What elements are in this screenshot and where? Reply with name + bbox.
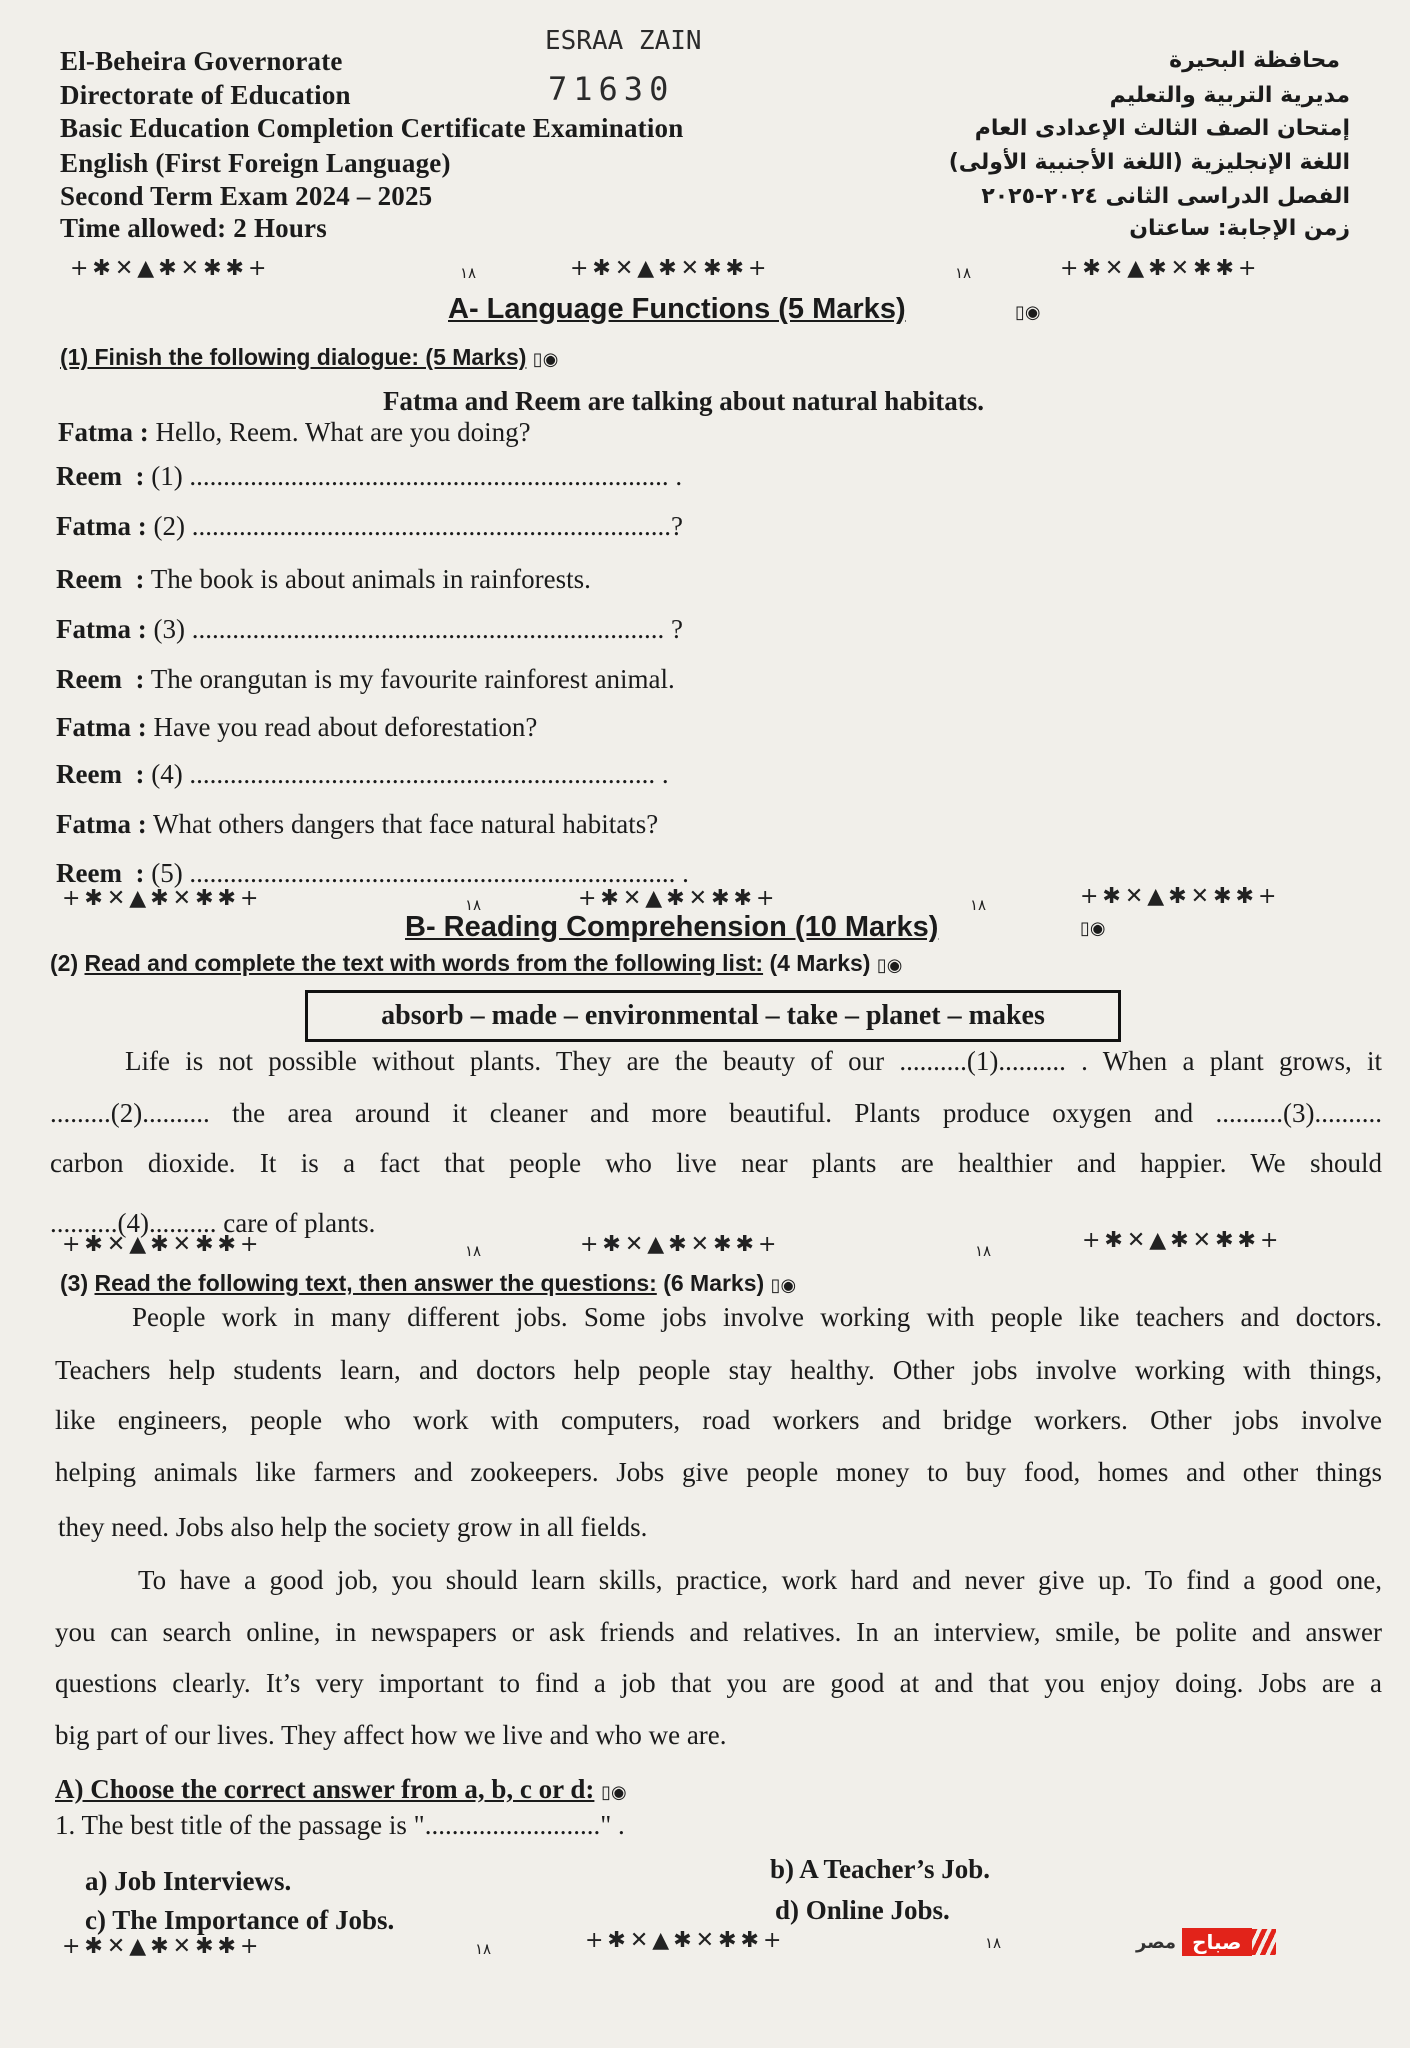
separator-pattern: +✱✕▲✱✕✱✱+ — [62, 1232, 263, 1257]
separator-pattern: +✱✕▲✱✕✱✱+ — [570, 256, 771, 281]
word-list-box: absorb – made – environmental – take – planet – makes — [305, 990, 1121, 1042]
dialogue-line — [56, 858, 689, 889]
handwritten-number: 71630 — [548, 70, 675, 108]
speaker: Fatma : — [56, 809, 147, 839]
dialogue-line — [56, 614, 683, 645]
dialogue-blank[interactable]: (1) ....................................................................... . — [151, 461, 683, 491]
dialogue-line — [56, 564, 591, 595]
part-a-title-text: A) Choose the correct answer from a, b, c or d: — [55, 1774, 595, 1804]
q3-title — [60, 1270, 796, 1297]
paragraph-line: carbon dioxide. It is a fact that people who live near plants are healthier and happier. We should — [50, 1148, 1382, 1178]
option-b[interactable]: b) A Teacher’s Job. — [770, 1854, 991, 1884]
speaker: Reem : — [56, 759, 145, 789]
page-number: ١٨ — [475, 1940, 492, 1958]
header-ar-line: زمن الإجابة: ساعتان — [1129, 216, 1350, 241]
separator-pattern: +✱✕▲✱✕✱✱+ — [62, 886, 263, 911]
page-icon: ▯◉ — [532, 349, 559, 370]
dialogue-line — [56, 712, 537, 743]
dialogue-line — [56, 809, 658, 840]
paragraph-line: Life is not possible without plants. They are the beauty of our ..........(1).......... . When a plant grows, it — [125, 1046, 1382, 1076]
separator-pattern: +✱✕▲✱✕✱✱+ — [62, 1934, 263, 1959]
header-line: Second Term Exam 2024 – 2025 — [60, 181, 433, 211]
header-ar-line: مديرية التربية والتعليم — [1109, 83, 1350, 108]
separator-pattern: +✱✕▲✱✕✱✱+ — [1080, 884, 1281, 909]
dialogue-blank[interactable]: (5) ........................................................................ . — [151, 858, 689, 888]
q2-title — [50, 950, 902, 977]
dialogue-blank[interactable]: (3) ...................................................................... ? — [153, 614, 683, 644]
dialogue-blank[interactable]: (4) ..................................................................... . — [151, 759, 669, 789]
dialogue-intro: Fatma and Reem are talking about natural habitats. — [383, 386, 985, 416]
separator-pattern: +✱✕▲✱✕✱✱+ — [1060, 256, 1261, 281]
dialogue-text: Hello, Reem. What are you doing? — [155, 417, 531, 447]
speaker: Fatma : — [56, 712, 147, 742]
dialogue-line — [56, 461, 682, 492]
speaker: Reem : — [56, 564, 145, 594]
separator-pattern: +✱✕▲✱✕✱✱+ — [580, 1232, 781, 1257]
dialogue-blank[interactable]: (2) .......................................................................? — [153, 511, 683, 541]
paragraph-line: To have a good job, you should learn skills, practice, work hard and never give up. To find a good one, — [138, 1565, 1382, 1595]
header-line: El-Beheira Governorate — [60, 46, 343, 76]
header-line: Basic Education Completion Certificate Examination — [60, 113, 684, 143]
page-number: ١٨ — [975, 1242, 992, 1260]
page-number: ١٨ — [460, 264, 477, 282]
dialogue-text: Have you read about deforestation? — [153, 712, 538, 742]
paragraph-line: like engineers, people who work with computers, road workers and bridge workers. Other jobs involve — [55, 1405, 1382, 1435]
speaker: Fatma : — [58, 417, 149, 447]
dialogue-line — [56, 664, 675, 695]
page-icon: ▯◉ — [1015, 302, 1041, 323]
watermark-logo — [1130, 1925, 1370, 1959]
dialogue-line — [58, 417, 531, 448]
separator-pattern: +✱✕▲✱✕✱✱+ — [1082, 1228, 1283, 1253]
paragraph-line: .........(2).......... the area around it cleaner and more beautiful. Plants produce oxygen and ..........(3).......... — [50, 1098, 1382, 1128]
page-number: ١٨ — [465, 1242, 482, 1260]
header-ar-line: اللغة الإنجليزية (اللغة الأجنبية الأولى) — [948, 150, 1350, 175]
paragraph-line: they need. Jobs also help the society grow in all fields. — [58, 1512, 648, 1542]
question-1: 1. The best title of the passage is ".........................." . — [55, 1810, 625, 1840]
q1-title — [60, 344, 558, 371]
header-ar-line: إمتحان الصف الثالث الإعدادى العام — [974, 116, 1350, 141]
option-c[interactable]: c) The Importance of Jobs. — [85, 1905, 395, 1935]
dialogue-line — [56, 511, 683, 542]
option-a[interactable]: a) Job Interviews. — [85, 1866, 292, 1896]
q1-title-text: (1) Finish the following dialogue: (5 Marks) — [60, 344, 527, 370]
q3-title-text: Read the following text, then answer the questions: — [94, 1270, 657, 1296]
paragraph-line: ..........(4).......... care of plants. — [50, 1208, 376, 1238]
page-number: ١٨ — [985, 1934, 1002, 1952]
handwritten-name: ESRAA ZAIN — [545, 26, 702, 56]
section-b-title: B- Reading Comprehension (10 Marks) — [405, 911, 939, 943]
header-line: Time allowed: 2 Hours — [60, 213, 327, 243]
separator-pattern: +✱✕▲✱✕✱✱+ — [585, 1928, 786, 1953]
paragraph-line: helping animals like farmers and zookeepers. Jobs give people money to buy food, homes and other things — [55, 1457, 1382, 1487]
header-line: English (First Foreign Language) — [60, 148, 451, 178]
dialogue-text: What others dangers that face natural habitats? — [152, 809, 659, 839]
section-a-title: A- Language Functions (5 Marks) — [448, 293, 906, 325]
dialogue-text: The orangutan is my favourite rainforest animal. — [150, 664, 675, 694]
page-icon: ▯◉ — [876, 955, 903, 976]
speaker: Reem : — [56, 858, 145, 888]
speaker: Reem : — [56, 461, 145, 491]
part-a-title — [55, 1774, 627, 1805]
q2-title-text: Read and complete the text with words from the following list: — [84, 950, 764, 976]
dialogue-text: The book is about animals in rainforests. — [150, 564, 591, 594]
page-number: ١٨ — [970, 896, 987, 914]
q2-marks: (4 Marks) — [769, 950, 871, 976]
speaker: Fatma : — [56, 614, 147, 644]
separator-pattern: +✱✕▲✱✕✱✱+ — [70, 256, 271, 281]
page-icon: ▯◉ — [770, 1275, 797, 1296]
header-ar-line: الفصل الدراسى الثانى ٢٠٢٤-٢٠٢٥ — [981, 184, 1350, 209]
logo-stripes-icon — [1252, 1929, 1276, 1955]
header-line: Directorate of Education — [60, 80, 351, 110]
header-ar-line: محافظة البحيرة — [1169, 48, 1340, 73]
q3-marks: (6 Marks) — [663, 1270, 765, 1296]
speaker: Reem : — [56, 664, 145, 694]
q3-label: (3) — [60, 1270, 89, 1296]
paragraph-line: big part of our lives. They affect how we live and who we are. — [55, 1720, 727, 1750]
paragraph-line: Teachers help students learn, and doctors help people stay healthy. Other jobs involve working with things, — [55, 1355, 1382, 1385]
page-number: ١٨ — [465, 896, 482, 914]
page-icon: ▯◉ — [601, 1782, 627, 1803]
option-d[interactable]: d) Online Jobs. — [775, 1895, 950, 1925]
speaker: Fatma : — [56, 511, 147, 541]
watermark-dark-text: مصر — [1136, 1931, 1177, 1953]
paragraph-line: questions clearly. It’s very important to find a job that you are good at and that you enjoy doing. Jobs are a — [55, 1668, 1382, 1698]
paragraph-line: you can search online, in newspapers or ask friends and relatives. In an interview, smile, be polite and answer — [55, 1617, 1382, 1647]
separator-pattern: +✱✕▲✱✕✱✱+ — [578, 886, 779, 911]
q2-label: (2) — [50, 950, 79, 976]
watermark-red-text: صباح — [1182, 1928, 1251, 1956]
page-icon: ▯◉ — [1080, 918, 1106, 939]
page-number: ١٨ — [955, 264, 972, 282]
dialogue-line — [56, 759, 669, 790]
paragraph-line: People work in many different jobs. Some jobs involve working with people like teachers and doctors. — [132, 1302, 1382, 1332]
